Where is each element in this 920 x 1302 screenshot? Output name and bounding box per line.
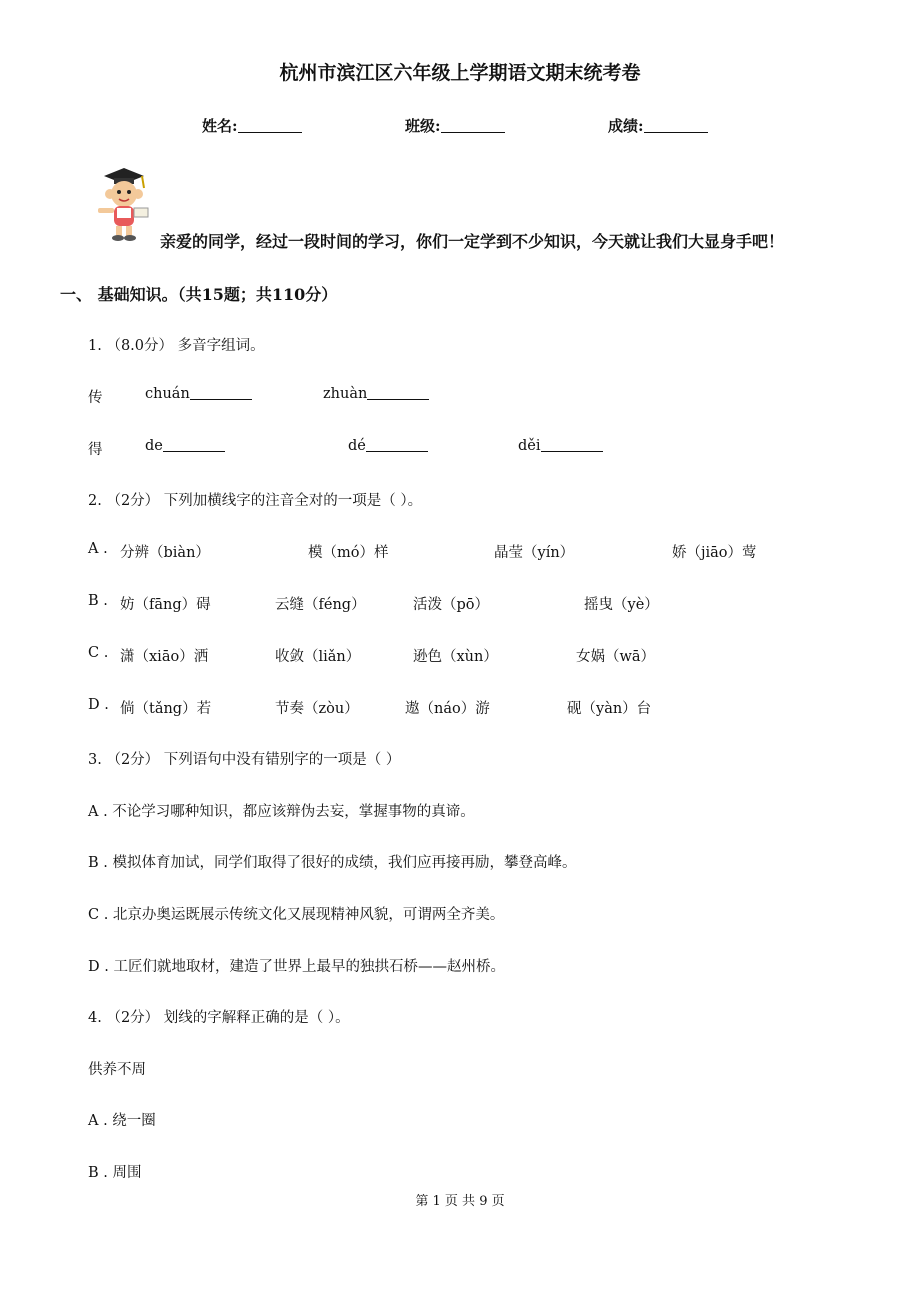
q1-pinyin-item — [348, 438, 428, 454]
q2-option-b-label[interactable]: B . — [88, 593, 108, 609]
q3-option-d[interactable]: D . 工匠们就地取材，建造了世界上最早的独拱石桥——赵州桥。 — [88, 959, 505, 975]
pinyin-label: děi — [518, 438, 541, 454]
question-4-stem: 4. （2分） 划线的字解释正确的是（ ）。 — [88, 1010, 350, 1026]
q2-option-b-item: 摇曳（yè） — [584, 597, 659, 613]
score-field — [608, 115, 708, 136]
question-2-stem: 2. （2分） 下列加横线字的注音全对的一项是（ ）。 — [88, 493, 423, 509]
fill-blank[interactable] — [541, 438, 603, 452]
q2-option-b-item: 妨（fāng）碍 — [120, 597, 211, 613]
q2-option-c-label[interactable]: C . — [88, 645, 109, 661]
fill-blank[interactable] — [366, 438, 428, 452]
q2-option-a-item: 分辨（biàn） — [120, 545, 210, 561]
fill-blank[interactable] — [163, 438, 225, 452]
q1-pinyin-item — [145, 386, 252, 402]
q2-option-a-item: 娇（jiāo）莺 — [672, 545, 757, 561]
q2-option-c-item: 逊色（xùn） — [413, 649, 498, 665]
section-heading: 一、 基础知识。（共15题；共110分） — [60, 285, 338, 304]
pinyin-label: chuán — [145, 386, 190, 402]
page-footer: 第 1 页 共 9 页 — [415, 1194, 505, 1209]
q4-option-b[interactable]: B . 周围 — [88, 1165, 142, 1181]
q3-option-b[interactable]: B . 模拟体育加试，同学们取得了很好的成绩，我们应再接再励，攀登高峰。 — [88, 855, 577, 871]
question-1-stem: 1. （8.0分） 多音字组词。 — [88, 338, 265, 354]
score-blank[interactable] — [644, 117, 708, 133]
pinyin-label: dé — [348, 438, 366, 454]
page-title: 杭州市滨江区六年级上学期语文期末统考卷 — [279, 62, 641, 84]
q1-pinyin-item — [323, 386, 429, 402]
score-label: 成绩: — [608, 117, 644, 135]
name-field — [202, 115, 302, 136]
fill-blank[interactable] — [190, 386, 252, 400]
q1-pinyin-item — [145, 438, 225, 454]
greeting-text: 亲爱的同学，经过一段时间的学习，你们一定学到不少知识，今天就让我们大显身手吧！ — [160, 232, 785, 251]
q3-option-c[interactable]: C . 北京办奥运既展示传统文化又展现精神风貌，可谓两全齐美。 — [88, 907, 505, 923]
q2-option-c-item: 收敛（liǎn） — [275, 649, 361, 665]
q2-option-a-label[interactable]: A . — [88, 541, 108, 557]
q1-char-chuan: 传 — [88, 390, 103, 406]
fill-blank[interactable] — [367, 386, 429, 400]
q2-option-d-item: 砚（yàn）台 — [567, 701, 652, 717]
class-field — [405, 115, 505, 136]
name-label: 姓名: — [202, 117, 238, 135]
mascot-graduate-icon — [86, 164, 156, 244]
q2-option-d-label[interactable]: D . — [88, 697, 109, 713]
q4-phrase: 供养不周 — [88, 1062, 146, 1078]
pinyin-label: de — [145, 438, 163, 454]
q2-option-d-item: 遨（náo）游 — [405, 701, 490, 717]
q2-option-a-item: 模（mó）样 — [308, 545, 389, 561]
q2-option-c-item: 女娲（wā） — [576, 649, 656, 665]
pinyin-label: zhuàn — [323, 386, 368, 402]
q4-option-a[interactable]: A . 绕一圈 — [88, 1113, 156, 1129]
q2-option-b-item: 云缝（féng） — [275, 597, 366, 613]
q3-option-a[interactable]: A . 不论学习哪种知识，都应该辩伪去妄，掌握事物的真谛。 — [88, 804, 475, 820]
name-blank[interactable] — [238, 117, 302, 133]
q1-char-de: 得 — [88, 442, 103, 458]
question-3-stem: 3. （2分） 下列语句中没有错别字的一项是（ ） — [88, 752, 401, 768]
class-blank[interactable] — [441, 117, 505, 133]
q2-option-b-item: 活泼（pō） — [413, 597, 490, 613]
q2-option-d-item: 倘（tǎng）若 — [120, 701, 212, 717]
class-label: 班级: — [405, 117, 441, 135]
q2-option-a-item: 晶莹（yín） — [494, 545, 575, 561]
q1-pinyin-item — [518, 438, 603, 454]
q2-option-c-item: 潇（xiāo）洒 — [120, 649, 209, 665]
q2-option-d-item: 节奏（zòu） — [275, 701, 359, 717]
